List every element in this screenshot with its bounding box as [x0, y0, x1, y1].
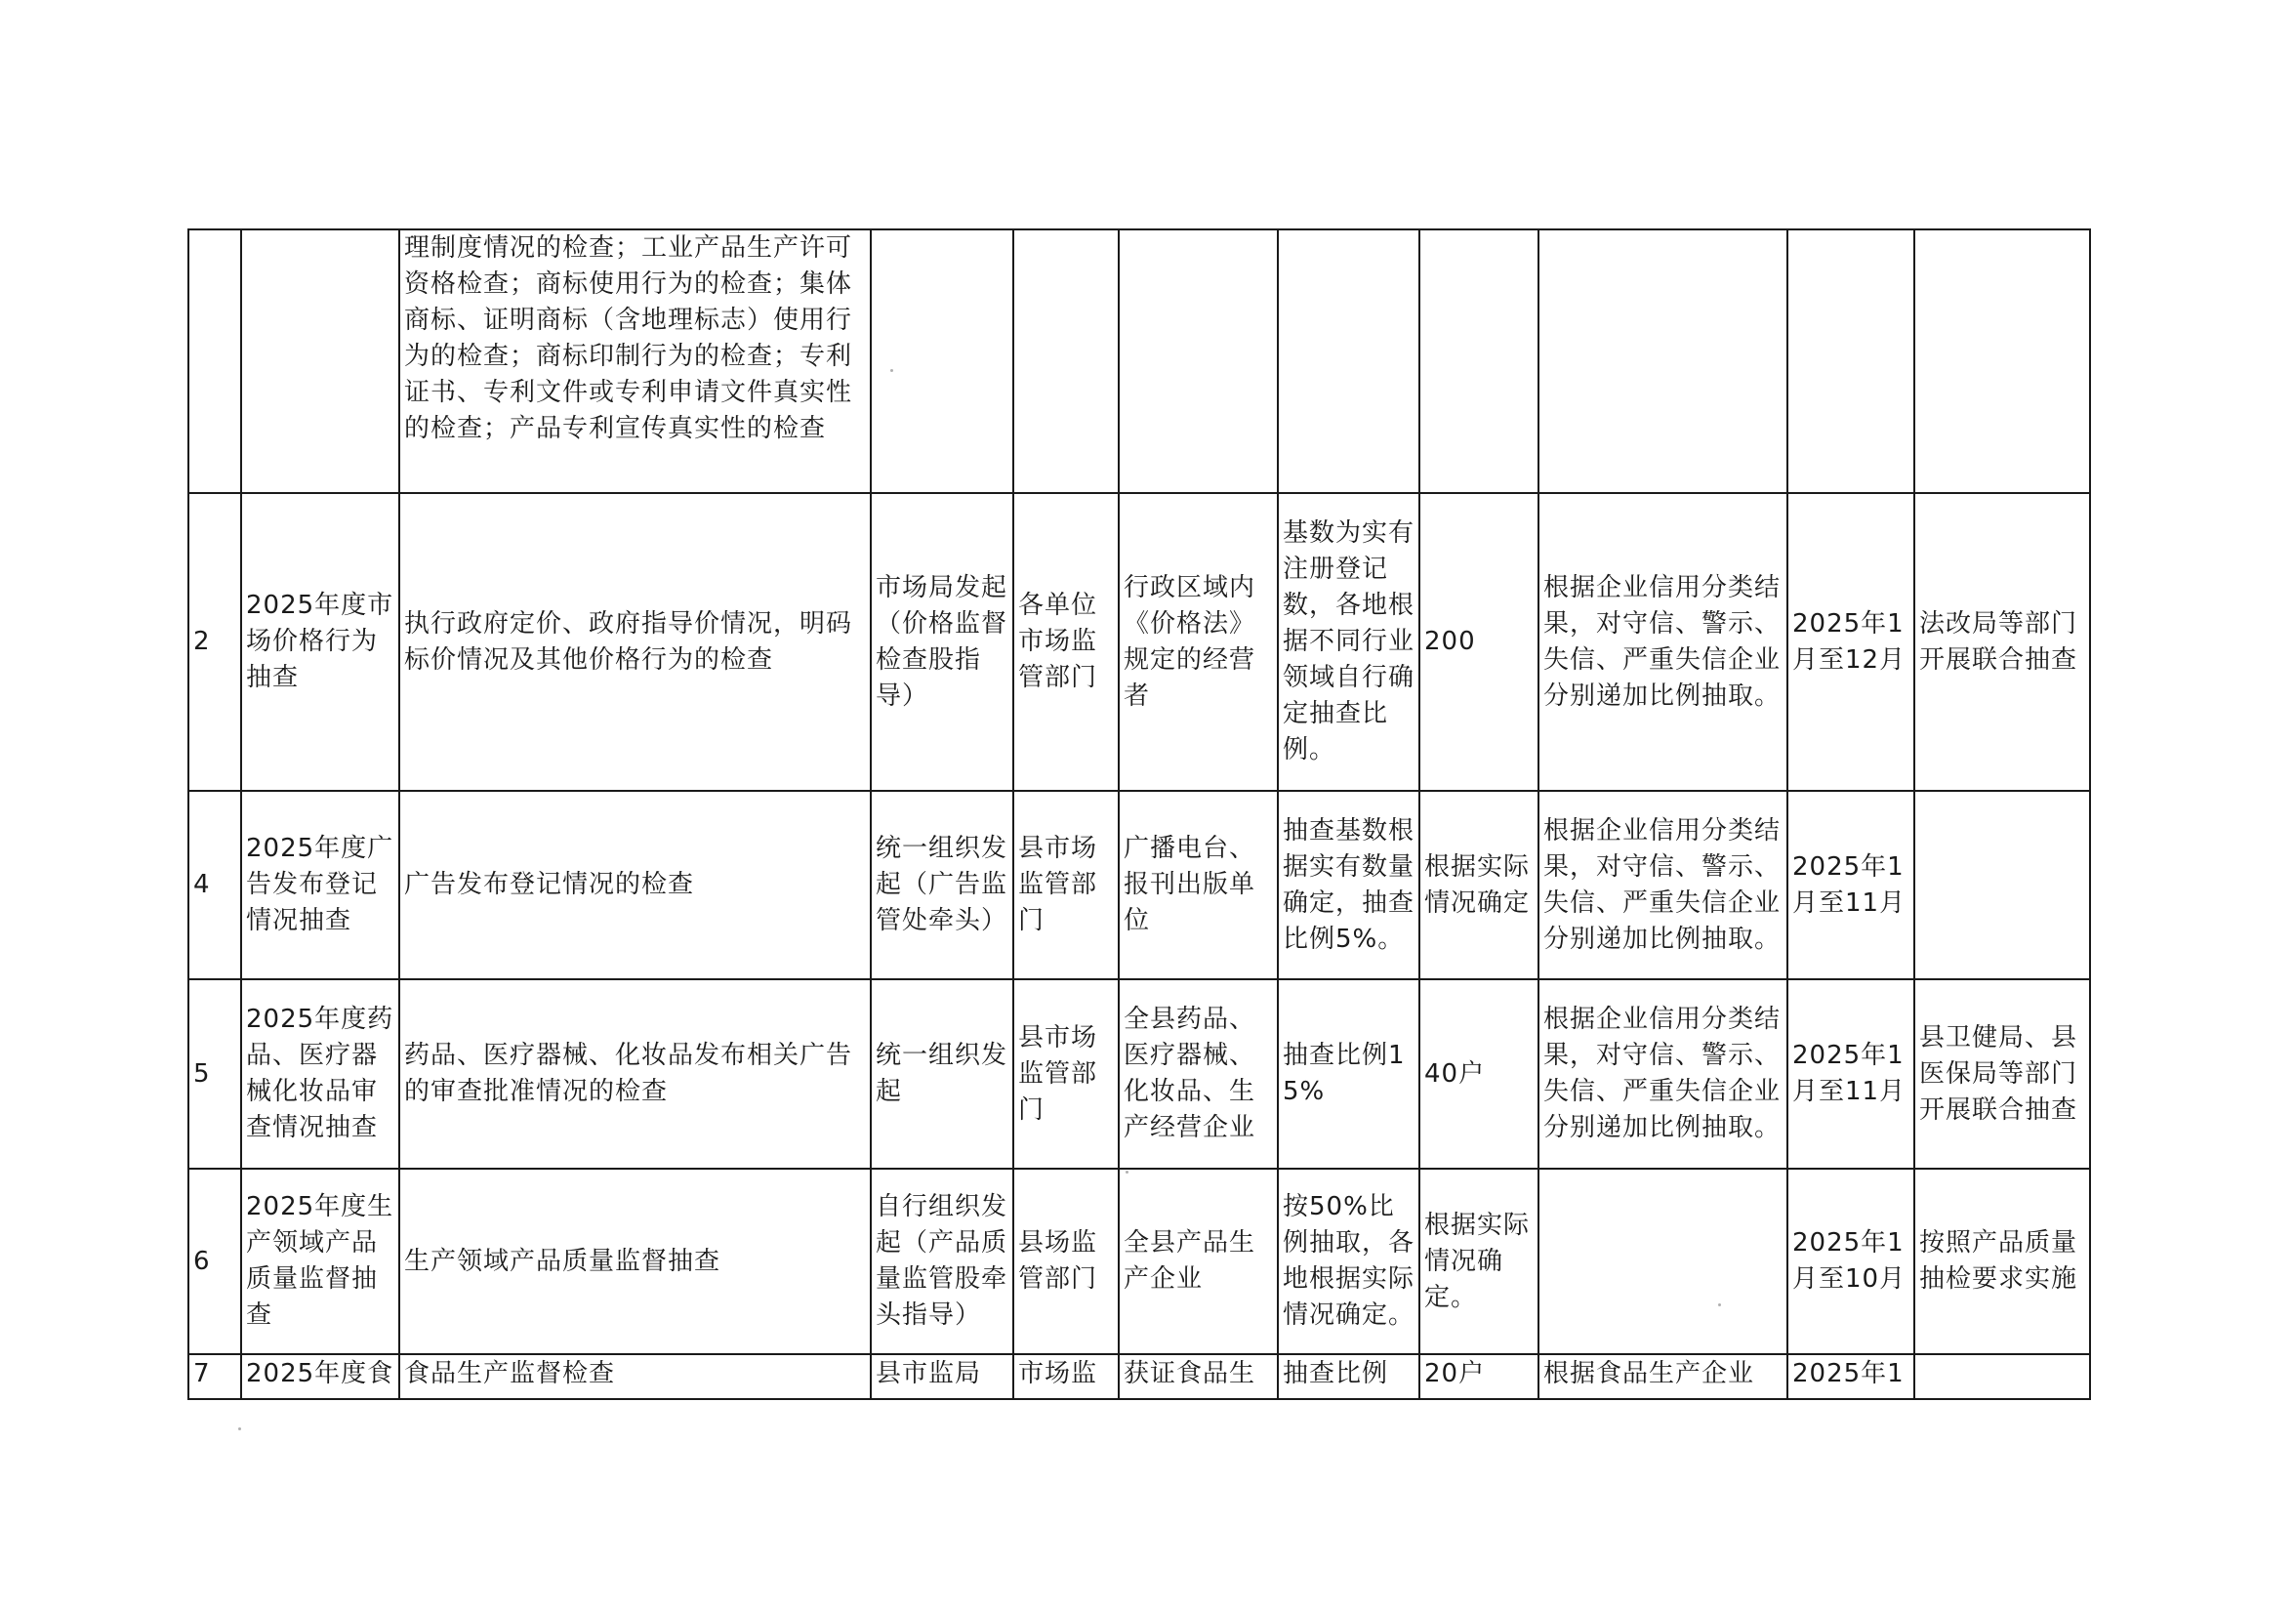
cell-content: 药品、医疗器械、化妆品发布相关广告的审查批准情况的检查	[399, 979, 871, 1169]
scan-speck	[1126, 1171, 1128, 1174]
cell-name: 2025年度广告发布登记情况抽查	[241, 791, 399, 979]
cell-name: 2025年度食	[241, 1354, 399, 1399]
cell-remark: 按照产品质量抽检要求实施	[1914, 1169, 2090, 1354]
table-row	[188, 1354, 2090, 1399]
cell-time: 2025年1	[1787, 1354, 1914, 1399]
cell-ratio: 抽查比例15%	[1278, 979, 1419, 1169]
cell-executor: 县场监管部门	[1013, 1169, 1119, 1354]
cell-ratio	[1278, 229, 1419, 493]
cell-organizer: 县市监局	[871, 1354, 1013, 1399]
cell-organizer: 自行组织发起（产品质量监管股牵头指导）	[871, 1169, 1013, 1354]
cell-method	[1538, 229, 1787, 493]
cell-target: 广播电台、报刊出版单位	[1119, 791, 1278, 979]
table-row	[188, 791, 2090, 979]
cell-name: 2025年度药品、医疗器械化妆品审查情况抽查	[241, 979, 399, 1169]
cell-remark: 县卫健局、县医保局等部门开展联合抽查	[1914, 979, 2090, 1169]
cell-name: 2025年度生产领域产品质量监督抽查	[241, 1169, 399, 1354]
cell-time: 2025年1月至10月	[1787, 1169, 1914, 1354]
cell-remark	[1914, 229, 2090, 493]
cell-name: 2025年度市场价格行为抽查	[241, 493, 399, 791]
cell-method: 根据企业信用分类结果，对守信、警示、失信、严重失信企业分别递加比例抽取。	[1538, 493, 1787, 791]
cell-organizer: 统一组织发起	[871, 979, 1013, 1169]
cell-executor	[1013, 229, 1119, 493]
scan-speck	[238, 1427, 241, 1430]
cell-content: 执行政府定价、政府指导价情况，明码标价情况及其他价格行为的检查	[399, 493, 871, 791]
cell-content: 理制度情况的检查；工业产品生产许可资格检查；商标使用行为的检查；集体商标、证明商标（含地理标志）使用行为的检查；商标印制行为的检查；专利证书、专利文件或专利申请文件真实性的检查；产品专利宣传真实性的检查	[399, 229, 871, 493]
cell-count: 20户	[1419, 1354, 1538, 1399]
cell-target: 全县产品生产企业	[1119, 1169, 1278, 1354]
cell-name	[241, 229, 399, 493]
cell-time: 2025年1月至11月	[1787, 791, 1914, 979]
cell-ratio: 抽查比例	[1278, 1354, 1419, 1399]
cell-ratio: 按50%比例抽取，各地根据实际情况确定。	[1278, 1169, 1419, 1354]
cell-time	[1787, 229, 1914, 493]
cell-no: 2	[188, 493, 241, 791]
cell-content: 食品生产监督检查	[399, 1354, 871, 1399]
cell-remark: 法改局等部门开展联合抽查	[1914, 493, 2090, 791]
cell-remark	[1914, 1354, 2090, 1399]
cell-no: 6	[188, 1169, 241, 1354]
cell-executor: 县市场监管部门	[1013, 979, 1119, 1169]
cell-ratio: 抽查基数根据实有数量确定，抽查比例5%。	[1278, 791, 1419, 979]
cell-time: 2025年1月至11月	[1787, 979, 1914, 1169]
cell-content: 广告发布登记情况的检查	[399, 791, 871, 979]
cell-method: 根据企业信用分类结果，对守信、警示、失信、严重失信企业分别递加比例抽取。	[1538, 979, 1787, 1169]
cell-ratio: 基数为实有注册登记数，各地根据不同行业领域自行确定抽查比例。	[1278, 493, 1419, 791]
cell-count: 40户	[1419, 979, 1538, 1169]
cell-executor: 各单位市场监管部门	[1013, 493, 1119, 791]
cell-count: 200	[1419, 493, 1538, 791]
cell-no: 4	[188, 791, 241, 979]
table-row	[188, 229, 2090, 493]
cell-time: 2025年1月至12月	[1787, 493, 1914, 791]
cell-remark	[1914, 791, 2090, 979]
scan-speck	[1718, 1303, 1721, 1306]
cell-content: 生产领域产品质量监督抽查	[399, 1169, 871, 1354]
inspection-plan-table	[187, 228, 2091, 1400]
table-row	[188, 979, 2090, 1169]
cell-no	[188, 229, 241, 493]
cell-method	[1538, 1169, 1787, 1354]
cell-target: 行政区域内《价格法》规定的经营者	[1119, 493, 1278, 791]
cell-count: 根据实际情况确定。	[1419, 1169, 1538, 1354]
cell-method: 根据食品生产企业	[1538, 1354, 1787, 1399]
table-row	[188, 493, 2090, 791]
cell-target: 全县药品、医疗器械、化妆品、生产经营企业	[1119, 979, 1278, 1169]
table-row	[188, 1169, 2090, 1354]
cell-no: 5	[188, 979, 241, 1169]
cell-organizer: 市场局发起（价格监督检查股指导）	[871, 493, 1013, 791]
cell-organizer	[871, 229, 1013, 493]
cell-executor: 县市场监管部门	[1013, 791, 1119, 979]
cell-target	[1119, 229, 1278, 493]
cell-count	[1419, 229, 1538, 493]
cell-method: 根据企业信用分类结果，对守信、警示、失信、严重失信企业分别递加比例抽取。	[1538, 791, 1787, 979]
cell-count: 根据实际情况确定	[1419, 791, 1538, 979]
cell-executor: 市场监	[1013, 1354, 1119, 1399]
cell-no: 7	[188, 1354, 241, 1399]
cell-target: 获证食品生	[1119, 1354, 1278, 1399]
cell-organizer: 统一组织发起（广告监管处牵头）	[871, 791, 1013, 979]
scan-speck	[890, 369, 893, 372]
